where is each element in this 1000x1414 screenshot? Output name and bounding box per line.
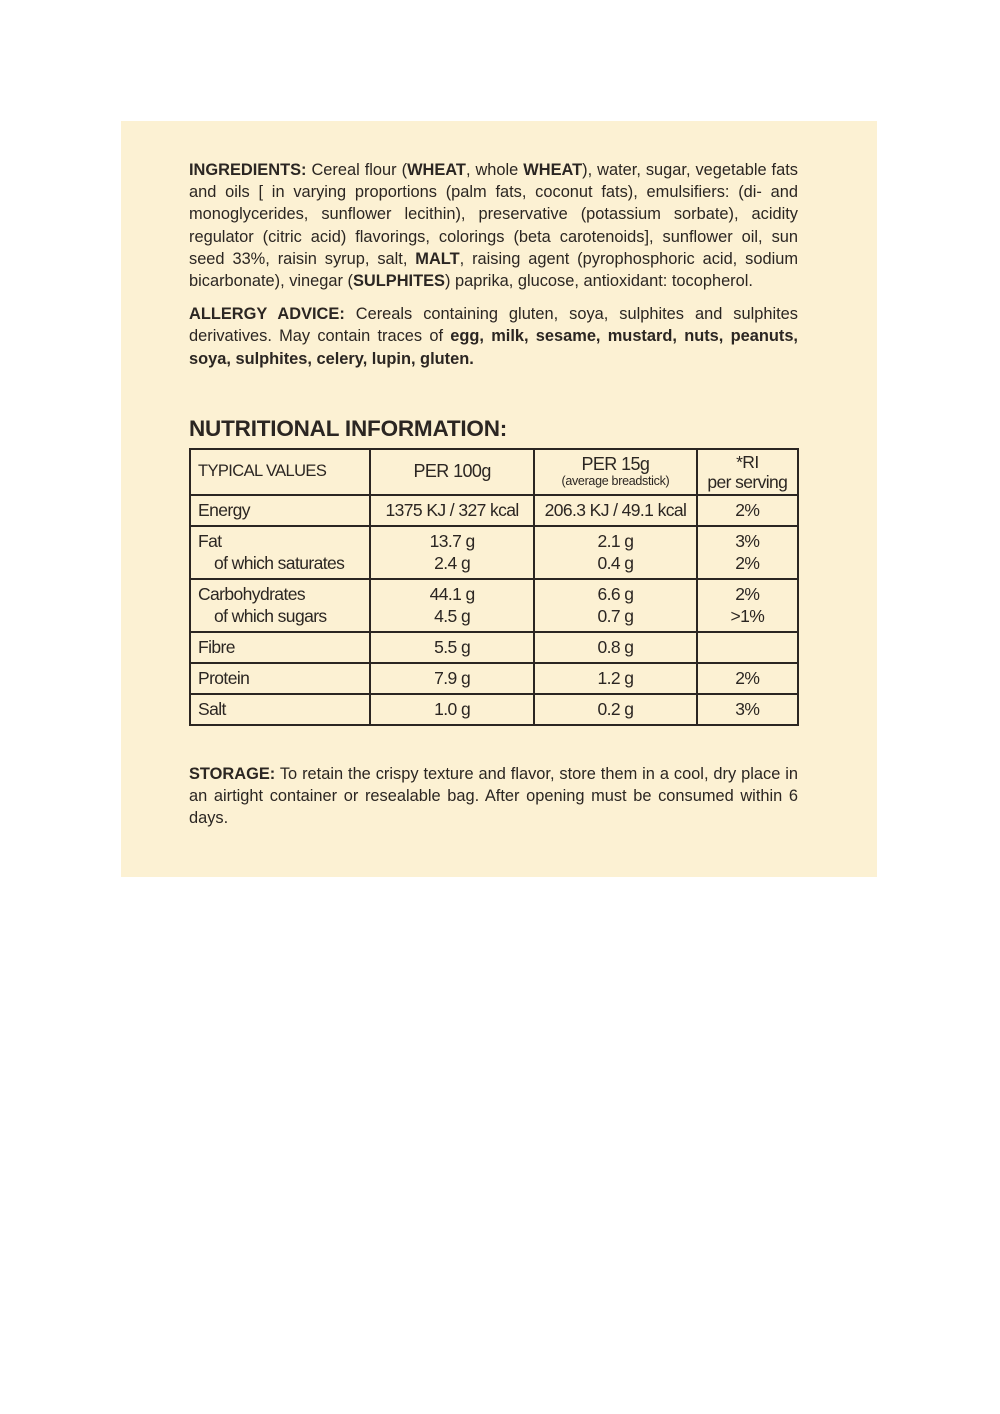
- row-label-cell: [190, 526, 370, 579]
- row-per-15g: 0.8 g: [534, 632, 696, 663]
- row-per-15g-cell: [534, 579, 696, 632]
- row-label: Protein: [190, 663, 370, 694]
- nutrition-row-fibre: [190, 632, 798, 663]
- row-ri-sub: >1%: [730, 606, 765, 627]
- nutrition-row-protein: [190, 663, 798, 694]
- header-ri-label: *RI: [736, 451, 759, 472]
- row-per-100g-sub: 2.4 g: [434, 553, 471, 574]
- row-ri: 3%: [697, 694, 798, 725]
- row-label: Fibre: [190, 632, 370, 663]
- storage-text: To retain the crispy texture and flavor, store them in a cool, dry place in an airtight container or resealable bag. After opening must be consumed within 6 days.: [189, 764, 798, 828]
- ingredients-allergen: MALT: [415, 249, 460, 268]
- nutrition-row-fat: [190, 526, 798, 579]
- ingredients-text: ) paprika, glucose, antioxidant: tocopherol.: [444, 272, 753, 291]
- ingredients-allergen: SULPHITES: [353, 272, 445, 291]
- ingredients-allergen: WHEAT: [523, 161, 583, 179]
- ingredients-text: , whole: [465, 161, 524, 179]
- row-per-15g: 1.2 g: [534, 663, 696, 694]
- ingredients-text: ), water, sugar, vegetable fats and oils [ in varying proportions (palm fats, coconut fats), emulsifiers: (di- and monoglycerides, sunflower lecithin), preservative (potassium sorbate), acidity regulator (citric acid) flavorings, colorings (beta carotenoids], sunflower oil, sun seed 33%, raisin syrup, salt,: [189, 161, 798, 268]
- row-ri: 2%: [735, 584, 760, 605]
- header-per-15g: [534, 449, 696, 495]
- row-per-15g: 206.3 KJ / 49.1 kcal: [534, 495, 696, 526]
- row-per-100g: 13.7 g: [429, 531, 475, 552]
- allergy-advice-label: ALLERGY ADVICE:: [189, 305, 345, 324]
- row-sublabel: of which sugars: [214, 606, 327, 627]
- row-per-15g-cell: [534, 526, 696, 579]
- row-per-100g-cell: [370, 579, 534, 632]
- storage-label: STORAGE:: [189, 764, 276, 783]
- row-per-15g-sub: 0.7 g: [597, 606, 634, 627]
- row-sublabel: of which saturates: [214, 553, 345, 574]
- nutrition-row-energy: [190, 495, 798, 526]
- row-per-100g-cell: [370, 526, 534, 579]
- row-ri-cell: [697, 579, 798, 632]
- ingredients-paragraph: [189, 159, 798, 292]
- product-label-panel: [121, 121, 877, 877]
- header-per-15g-label: PER 15g: [581, 454, 650, 475]
- row-ri-cell: [697, 526, 798, 579]
- row-per-100g: 1.0 g: [370, 694, 534, 725]
- nutrition-row-salt: [190, 694, 798, 725]
- row-per-100g: 1375 KJ / 327 kcal: [370, 495, 534, 526]
- row-label-cell: [190, 579, 370, 632]
- row-label: Salt: [190, 694, 370, 725]
- nutrition-table: [189, 448, 799, 726]
- row-per-100g: 44.1 g: [429, 584, 475, 605]
- row-label: Carbohydrates: [198, 584, 305, 605]
- allergy-advice-paragraph: [189, 303, 798, 370]
- row-per-15g-sub: 0.4 g: [597, 553, 634, 574]
- row-per-15g: 2.1 g: [597, 531, 634, 552]
- row-ri: [697, 632, 798, 663]
- ingredients-text: Cereal flour (: [306, 161, 408, 179]
- row-per-100g: 5.5 g: [370, 632, 534, 663]
- header-typical-values: TYPICAL VALUES: [190, 449, 370, 495]
- row-per-100g: 7.9 g: [370, 663, 534, 694]
- header-ri-sub: per serving: [707, 471, 788, 492]
- allergy-advice-text: Cereals containing gluten, soya, sulphites and sulphites derivatives. May contain traces of: [189, 305, 798, 346]
- ingredients-label: INGREDIENTS:: [189, 161, 307, 179]
- row-ri: 2%: [697, 663, 798, 694]
- header-per-15g-note: (average breadstick): [561, 474, 670, 489]
- row-label: Energy: [190, 495, 370, 526]
- ingredients-text: , raising agent (pyrophosphoric acid, sodium bicarbonate), vinegar (: [189, 249, 798, 291]
- nutrition-header-row: [190, 449, 798, 495]
- nutrition-row-carbohydrates: [190, 579, 798, 632]
- storage-paragraph: [189, 763, 798, 830]
- row-ri: 3%: [735, 531, 760, 552]
- header-per-100g: PER 100g: [370, 449, 534, 495]
- ingredients-allergen: WHEAT: [407, 161, 466, 179]
- row-per-15g: 6.6 g: [597, 584, 634, 605]
- row-ri: 2%: [697, 495, 798, 526]
- row-per-15g: 0.2 g: [534, 694, 696, 725]
- row-label: Fat: [198, 531, 222, 552]
- row-per-100g-sub: 4.5 g: [434, 606, 471, 627]
- row-ri-sub: 2%: [735, 553, 760, 574]
- nutrition-heading: NUTRITIONAL INFORMATION:: [189, 415, 508, 441]
- header-ri: [697, 449, 798, 495]
- allergy-traces-list: egg, milk, sesame, mustard, nuts, peanuts, soya, sulphites, celery, lupin, gluten.: [189, 327, 798, 368]
